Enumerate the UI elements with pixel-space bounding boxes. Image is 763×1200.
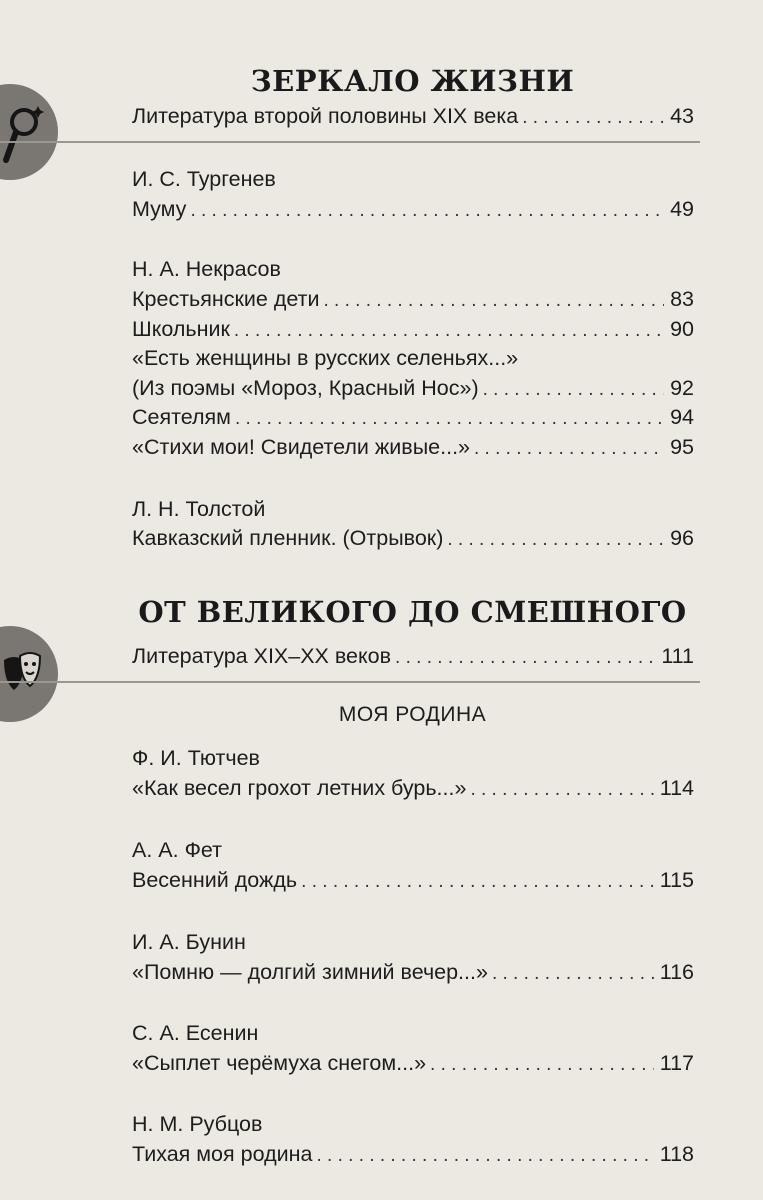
section-tab-2 (0, 626, 58, 722)
toc-entry[interactable] (132, 284, 694, 314)
dot-leader (324, 286, 665, 316)
entry-page: 83 (670, 287, 694, 311)
toc-entry[interactable] (132, 773, 694, 803)
toc-entry[interactable] (132, 373, 694, 403)
toc-entry[interactable] (132, 432, 694, 462)
entry-title: Тихая моя родина (132, 1142, 313, 1166)
entry-page: 43 (670, 104, 694, 128)
magnifying-glass-icon (0, 104, 44, 166)
entry-page: 115 (659, 868, 694, 892)
entry-page: 92 (670, 376, 694, 400)
entry-page: 116 (659, 960, 694, 984)
entry-title: Литература второй половины XIX века (132, 104, 519, 128)
toc-entry[interactable] (132, 1048, 694, 1078)
toc-entry[interactable] (132, 523, 694, 553)
toc-entry[interactable] (132, 641, 694, 671)
toc-entry-first-line[interactable] (132, 343, 694, 373)
section-tab-1 (0, 84, 58, 180)
toc-entry[interactable] (132, 101, 694, 131)
toc-entry[interactable] (132, 314, 694, 344)
dot-leader (301, 867, 654, 897)
entry-title: Весенний дождь (132, 868, 298, 892)
entry-page: 96 (670, 526, 694, 550)
entry-page: 95 (670, 435, 694, 459)
subsection-heading: МОЯ РОДИНА (338, 703, 487, 726)
dot-leader (483, 375, 664, 405)
entry-title: Кавказский пленник. (Отрывок) (132, 526, 444, 550)
author-name: И. А. Бунин (132, 930, 246, 954)
entry-title: Крестьянские дети (132, 287, 320, 311)
section-title: ОТ ВЕЛИКОГО ДО СМЕШНОГО (138, 595, 687, 629)
theatre-masks-icon (0, 646, 44, 706)
dot-leader (395, 643, 655, 673)
dot-leader (190, 196, 664, 226)
dot-leader (492, 959, 654, 989)
entry-title: Сеятелям (132, 405, 231, 429)
author-name: Ф. И. Тютчев (132, 746, 260, 770)
entry-title: (Из поэмы «Мороз, Красный Нос») (132, 376, 479, 400)
toc-entry[interactable] (132, 1139, 694, 1169)
entry-title: «Стихи мои! Свидетели живые...» (132, 435, 470, 459)
entry-page: 90 (670, 317, 694, 341)
author-name: Н. А. Некрасов (132, 257, 281, 281)
entry-page: 49 (670, 197, 694, 221)
author-name: А. А. Фет (132, 838, 223, 862)
entry-page: 114 (659, 776, 694, 800)
author-name: С. А. Есенин (132, 1021, 259, 1045)
dot-leader (522, 103, 664, 133)
section-divider (0, 141, 700, 143)
dot-leader (430, 1050, 654, 1080)
entry-title: Литература XIX–XX веков (132, 644, 392, 668)
author-name: Н. М. Рубцов (132, 1112, 263, 1136)
entry-page: 118 (659, 1142, 694, 1166)
entry-title: Школьник (132, 317, 230, 341)
toc-entry[interactable] (132, 865, 694, 895)
entry-title: Муму (132, 197, 187, 221)
toc-entry[interactable] (132, 402, 694, 432)
entry-page: 111 (661, 644, 694, 668)
dot-leader (470, 775, 653, 805)
dot-leader (235, 404, 664, 434)
entry-page: 117 (659, 1051, 694, 1075)
section-title: ЗЕРКАЛО ЖИЗНИ (250, 64, 575, 98)
section-divider (0, 681, 700, 683)
dot-leader (316, 1141, 653, 1171)
toc-entry[interactable] (132, 194, 694, 224)
dot-leader (447, 525, 664, 555)
entry-title: «Помню — долгий зимний вечер...» (132, 960, 488, 984)
dot-leader (234, 316, 664, 346)
entry-title: «Сыплет черёмуха снегом...» (132, 1051, 427, 1075)
author-name: Л. Н. Толстой (132, 497, 266, 521)
entry-title: «Как весел грохот летних бурь...» (132, 776, 467, 800)
dot-leader (474, 434, 664, 464)
entry-page: 94 (670, 405, 694, 429)
entry-title: «Есть женщины в русских селеньях...» (132, 346, 519, 370)
toc-entry[interactable] (132, 957, 694, 987)
author-name: И. С. Тургенев (132, 167, 276, 191)
